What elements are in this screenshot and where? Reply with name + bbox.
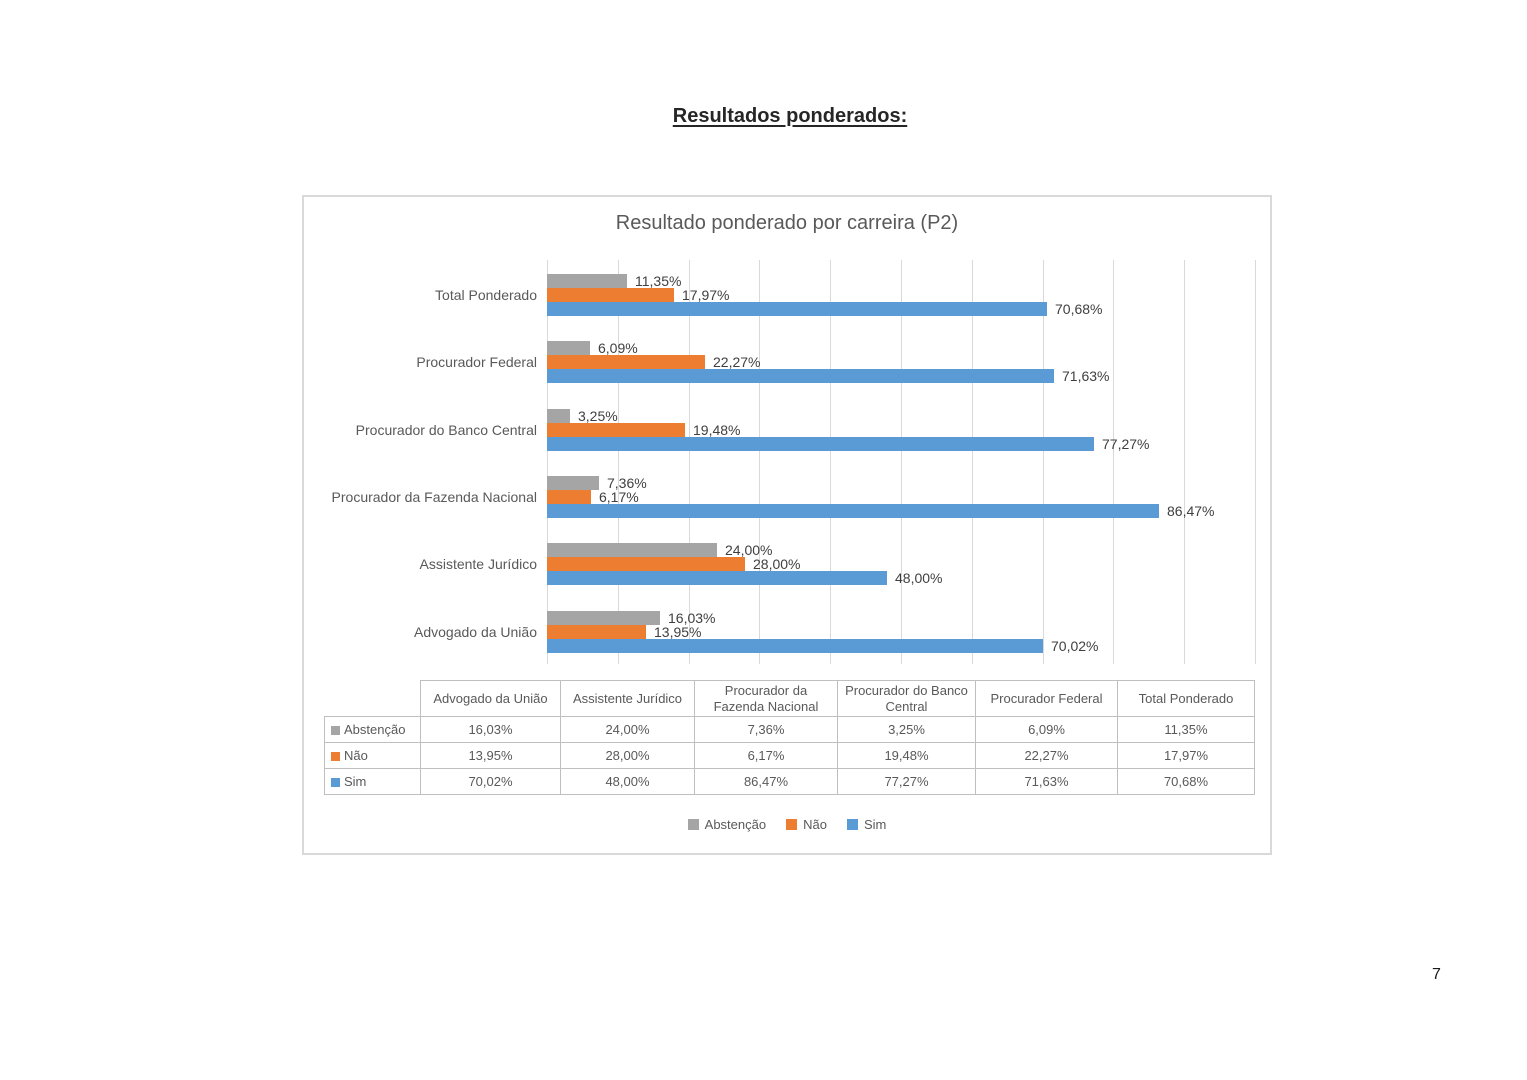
table-header-cell: Advogado da União xyxy=(421,681,561,717)
gridline xyxy=(618,260,619,664)
gridline xyxy=(689,260,690,664)
gridline xyxy=(547,260,548,664)
table-cell: 16,03% xyxy=(421,717,561,743)
table-cell: 22,27% xyxy=(976,743,1118,769)
plot-area xyxy=(547,260,1255,664)
legend-swatch-icon xyxy=(847,819,858,830)
table-cell: 6,09% xyxy=(976,717,1118,743)
bar-value-label: 48,00% xyxy=(895,570,943,586)
bar-value-label: 13,95% xyxy=(654,624,702,640)
bar-sim xyxy=(547,639,1043,653)
table-row-label: Abstenção xyxy=(325,717,421,743)
category-label: Assistente Jurídico xyxy=(419,556,537,572)
chart-title: Resultado ponderado por carreira (P2) xyxy=(615,212,959,234)
bar-value-label: 16,03% xyxy=(668,610,716,626)
bar-abstencao xyxy=(547,341,590,355)
bar-value-label: 11,35% xyxy=(635,273,682,289)
bar-value-label: 6,17% xyxy=(599,489,639,505)
bar-value-label: 28,00% xyxy=(753,556,801,572)
bar-value-label: 86,47% xyxy=(1167,503,1215,519)
bar-sim xyxy=(547,504,1159,518)
bar-abstencao xyxy=(547,543,717,557)
table-cell: 6,17% xyxy=(695,743,838,769)
table-cell: 71,63% xyxy=(976,769,1118,795)
gridline xyxy=(830,260,831,664)
category-axis-labels xyxy=(312,260,537,664)
table-cell: 19,48% xyxy=(838,743,976,769)
category-label: Procurador da Fazenda Nacional xyxy=(331,489,537,505)
bar-value-label: 3,25% xyxy=(578,408,618,424)
gridline xyxy=(1184,260,1185,664)
bar-abstencao xyxy=(547,476,599,490)
table-corner-cell xyxy=(325,681,421,717)
table-cell: 24,00% xyxy=(561,717,695,743)
gridline xyxy=(1113,260,1114,664)
legend-label: Não xyxy=(803,817,827,832)
legend-label: Sim xyxy=(863,817,887,832)
chart-container xyxy=(302,195,1272,855)
table-cell: 86,47% xyxy=(695,769,838,795)
bar-value-label: 70,68% xyxy=(1055,301,1103,317)
bar-value-label: 17,97% xyxy=(682,287,730,303)
table-cell: 11,35% xyxy=(1118,717,1255,743)
bar-sim xyxy=(547,369,1054,383)
gridline xyxy=(1043,260,1044,664)
page-title: Resultados ponderados: xyxy=(672,105,908,127)
bar-nao xyxy=(547,625,646,639)
bar-sim xyxy=(547,437,1094,451)
table-row-label: Sim xyxy=(325,769,421,795)
bar-nao xyxy=(547,490,591,504)
table-row xyxy=(325,743,1255,769)
bar-value-label: 22,27% xyxy=(713,354,761,370)
series-swatch-icon xyxy=(331,726,340,735)
bar-value-label: 19,48% xyxy=(693,422,741,438)
bar-value-label: 7,36% xyxy=(607,475,647,491)
bar-value-label: 70,02% xyxy=(1051,638,1099,654)
table-header-cell: Assistente Jurídico xyxy=(561,681,695,717)
bar-value-label: 6,09% xyxy=(598,340,638,356)
chart-data-table xyxy=(324,680,1255,795)
legend-item-sim xyxy=(847,817,886,832)
table-cell: 70,68% xyxy=(1118,769,1255,795)
table-cell: 3,25% xyxy=(838,717,976,743)
gridline xyxy=(759,260,760,664)
legend-swatch-icon xyxy=(688,819,699,830)
bar-value-label: 77,27% xyxy=(1102,436,1150,452)
category-label: Procurador Federal xyxy=(416,354,537,370)
table-header-cell: Procurador do Banco Central xyxy=(838,681,976,717)
table-header-cell: Procurador da Fazenda Nacional xyxy=(695,681,838,717)
legend-item-abstencao xyxy=(688,817,766,832)
table-header-row xyxy=(325,681,1255,717)
bar-sim xyxy=(547,302,1047,316)
table-row xyxy=(325,717,1255,743)
category-label: Advogado da União xyxy=(414,624,537,640)
table-row-label: Não xyxy=(325,743,421,769)
table-cell: 48,00% xyxy=(561,769,695,795)
legend-item-nao xyxy=(786,817,827,832)
series-swatch-icon xyxy=(331,752,340,761)
table-cell: 13,95% xyxy=(421,743,561,769)
gridline xyxy=(1255,260,1256,664)
bar-value-label: 71,63% xyxy=(1062,368,1110,384)
table-cell: 70,02% xyxy=(421,769,561,795)
table-header-cell: Total Ponderado xyxy=(1118,681,1255,717)
gridline xyxy=(972,260,973,664)
bar-abstencao xyxy=(547,409,570,423)
series-swatch-icon xyxy=(331,778,340,787)
bar-abstencao xyxy=(547,274,627,288)
bar-abstencao xyxy=(547,611,660,625)
bar-nao xyxy=(547,557,745,571)
table-cell: 7,36% xyxy=(695,717,838,743)
category-label: Procurador do Banco Central xyxy=(355,422,537,438)
table-header-cell: Procurador Federal xyxy=(976,681,1118,717)
table-cell: 77,27% xyxy=(838,769,976,795)
table-cell: 17,97% xyxy=(1118,743,1255,769)
table-row xyxy=(325,769,1255,795)
category-label: Total Ponderado xyxy=(435,287,537,303)
bar-sim xyxy=(547,571,887,585)
page-number: 7 xyxy=(1432,966,1441,983)
table-cell: 28,00% xyxy=(561,743,695,769)
gridline xyxy=(901,260,902,664)
chart-legend xyxy=(304,817,1270,832)
legend-swatch-icon xyxy=(786,819,797,830)
legend-label: Abstenção xyxy=(704,817,767,832)
bar-value-label: 24,00% xyxy=(725,542,773,558)
